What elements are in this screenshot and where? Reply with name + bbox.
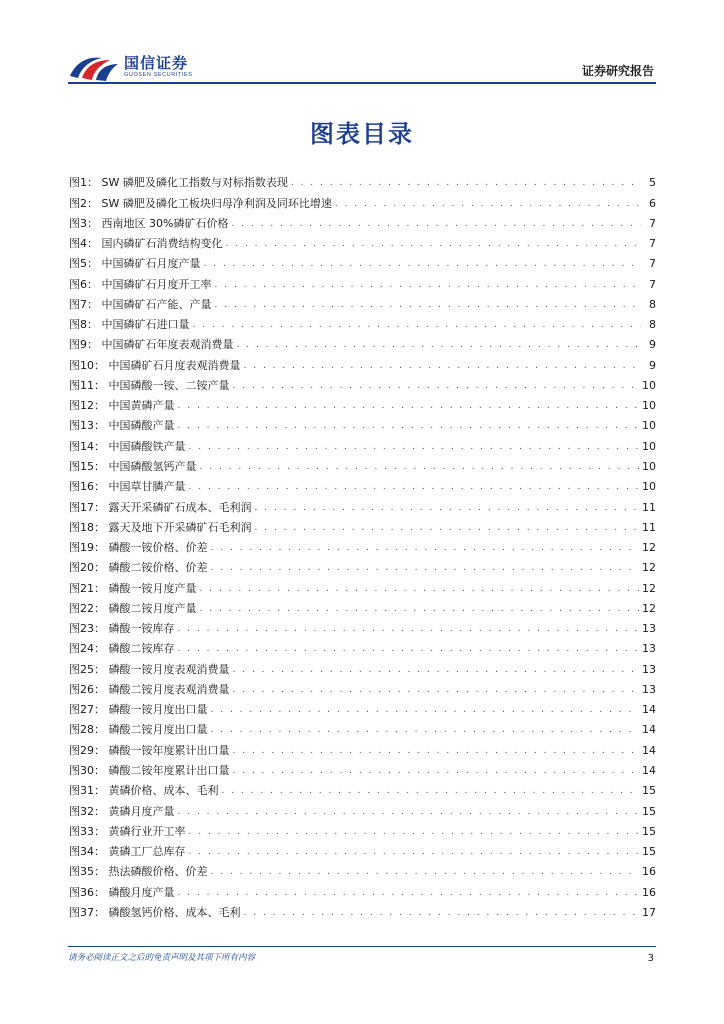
toc-dot-leader [244,906,640,920]
toc-entry[interactable] [69,312,656,332]
toc-dot-leader [178,642,640,656]
toc-dot-leader [233,744,640,758]
toc-entry-label: 图31： 黄磷价格、成本、毛利 [69,784,219,798]
toc-entry-label: 图32： 黄磷月度产量 [69,804,175,818]
toc-dot-leader [211,703,640,717]
toc-entry-label: 图22： 磷酸二铵月度产量 [69,601,197,615]
toc-entry[interactable] [69,596,656,616]
toc-entry[interactable] [69,170,656,190]
toc-dot-leader [189,480,640,494]
toc-entry-page: 15 [642,824,656,838]
toc-entry-label: 图29： 磷酸一铵年度累计出口量 [69,743,230,757]
toc-entry[interactable] [69,393,656,413]
toc-dot-leader [215,298,642,312]
toc-entry-page: 13 [642,622,656,636]
toc-dot-leader [200,602,640,616]
toc-entry-page: 10 [642,378,656,392]
toc-entry[interactable] [69,737,656,757]
toc-entry-page: 15 [642,784,656,798]
toc-entry[interactable] [69,616,656,636]
toc-dot-leader [178,622,640,636]
toc-dot-leader [178,399,640,413]
toc-dot-leader [237,338,642,352]
toc-entry-label: 图6： 中国磷矿石月度开工率 [69,277,212,291]
toc-entry[interactable] [69,717,656,737]
toc-entry-page: 14 [642,723,656,737]
toc-entry-page: 6 [649,196,656,210]
toc-entry[interactable] [69,413,656,433]
toc-entry[interactable] [69,332,656,352]
toc-dot-leader [200,460,640,474]
toc-entry[interactable] [69,697,656,717]
guosen-logo-icon [68,50,120,82]
toc-entry-label: 图13： 中国磷酸产量 [69,419,175,433]
toc-entry-page: 10 [642,439,656,453]
toc-entry[interactable] [69,474,656,494]
toc-entry[interactable] [69,494,656,514]
toc-dot-leader [178,886,640,900]
toc-dot-leader [222,784,640,798]
toc-dot-leader [189,845,640,859]
toc-entry[interactable] [69,373,656,393]
toc-dot-leader [335,197,641,211]
toc-dot-leader [226,237,642,251]
toc-entry-label: 图1： SW 磷肥及磷化工指数与对标指数表现 [69,176,288,190]
toc-entry-label: 图28： 磷酸二铵月度出口量 [69,723,208,737]
toc-entry-page: 14 [642,763,656,777]
toc-dot-leader [193,318,642,332]
toc-entry[interactable] [69,575,656,595]
toc-entry-page: 7 [649,216,656,230]
toc-entry-label: 图7： 中国磷矿石产能、产量 [69,297,212,311]
toc-dot-leader [189,825,640,839]
toc-dot-leader [189,440,640,454]
toc-entry[interactable] [69,636,656,656]
page-number: 3 [647,953,654,964]
toc-dot-leader [233,663,640,677]
toc-entry-label: 图30： 磷酸二铵年度累计出口量 [69,763,230,777]
toc-entry-page: 12 [642,601,656,615]
toc-dot-leader [211,561,640,575]
toc-entry[interactable] [69,819,656,839]
toc-entry-label: 图14： 中国磷酸铁产量 [69,439,186,453]
toc-entry[interactable] [69,251,656,271]
toc-entry-page: 12 [642,541,656,555]
toc-entry[interactable] [69,839,656,859]
report-type-label: 证券研究报告 [581,64,654,78]
toc-entry-label: 图27： 磷酸一铵月度出口量 [69,703,208,717]
toc-entry-page: 9 [649,338,656,352]
toc-dot-leader [200,582,640,596]
toc-entry[interactable] [69,879,656,899]
toc-entry-label: 图18： 露天及地下开采磷矿石毛利润 [69,520,252,534]
toc-entry-label: 图35： 热法磷酸价格、价差 [69,865,208,879]
toc-entry-label: 图15： 中国磷酸氢钙产量 [69,459,197,473]
toc-entry-page: 7 [649,257,656,271]
toc-dot-leader [255,521,640,535]
toc-entry-page: 14 [642,703,656,717]
toc-entry[interactable] [69,535,656,555]
toc-dot-leader [215,278,642,292]
toc-dot-leader [178,419,640,433]
toc-entry-label: 图36： 磷酸月度产量 [69,885,175,899]
toc-dot-leader [233,764,640,778]
toc-dot-leader [233,683,640,697]
toc-entry-label: 图20： 磷酸二铵价格、价差 [69,561,208,575]
toc-entry[interactable] [69,231,656,251]
toc-entry-label: 图9： 中国磷矿石年度表观消费量 [69,338,234,352]
toc-entry[interactable] [69,515,656,535]
toc-entry-page: 10 [642,480,656,494]
toc-entry[interactable] [69,433,656,453]
toc-entry[interactable] [69,211,656,231]
toc-entry[interactable] [69,454,656,474]
toc-entry-label: 图4： 国内磷矿石消费结构变化 [69,237,223,251]
toc-entry-page: 11 [642,500,656,514]
toc-entry-page: 16 [642,885,656,899]
toc-entry-page: 13 [642,682,656,696]
toc-entry-label: 图26： 磷酸二铵月度表观消费量 [69,682,230,696]
toc-dot-leader [204,257,642,271]
toc-dot-leader [211,541,640,555]
toc-entry-page: 15 [642,804,656,818]
toc-dot-leader [233,379,640,393]
toc-entry[interactable] [69,778,656,798]
toc-entry-label: 图3： 西南地区 30%磷矿石价格 [69,216,229,230]
toc-entry[interactable] [69,656,656,676]
toc-entry-page: 8 [649,297,656,311]
toc-entry-label: 图25： 磷酸一铵月度表观消费量 [69,662,230,676]
toc-dot-leader [211,865,640,879]
toc-dot-leader [291,176,641,190]
toc-entry-label: 图11： 中国磷酸一铵、二铵产量 [69,378,230,392]
guosen-logo [68,48,228,84]
toc-entry[interactable] [69,292,656,312]
toc-entry-label: 图24： 磷酸二铵库存 [69,642,175,656]
toc-entry-page: 13 [642,662,656,676]
toc-entry-label: 图2： SW 磷肥及磷化工板块归母净利润及同环比增速 [69,196,332,210]
toc-entry[interactable] [69,352,656,372]
toc-entry[interactable] [69,271,656,291]
toc-entry-label: 图16： 中国草甘膦产量 [69,480,186,494]
toc-entry-page: 9 [649,358,656,372]
toc-entry-page: 10 [642,459,656,473]
toc-entry-page: 11 [642,520,656,534]
toc-dot-leader [244,359,642,373]
toc-entry[interactable] [69,758,656,778]
toc-entry[interactable] [69,190,656,210]
toc-dot-leader [231,217,641,231]
toc-entry-page: 10 [642,399,656,413]
toc-entry-page: 15 [642,845,656,859]
footer-disclaimer: 请务必阅读正文之后的免责声明及其项下所有内容 [68,953,256,963]
toc-entry-label: 图10： 中国磷矿石月度表观消费量 [69,358,241,372]
toc-entry-label: 图21： 磷酸一铵月度产量 [69,581,197,595]
toc-entry-label: 图37： 磷酸氢钙价格、成本、毛利 [69,905,241,919]
toc-entry-page: 7 [649,277,656,291]
page-header [68,48,656,84]
toc-entry-label: 图5： 中国磷矿石月度产量 [69,257,201,271]
toc-entry-page: 14 [642,743,656,757]
toc-title: 图表目录 [310,120,414,148]
toc-entry[interactable] [69,900,656,920]
toc-dot-leader [178,805,640,819]
toc-entry[interactable] [69,798,656,818]
toc-entry-page: 13 [642,642,656,656]
toc-entry-page: 5 [649,176,656,190]
toc-entry-page: 8 [649,318,656,332]
toc-entry-label: 图34： 黄磷工厂总库存 [69,845,186,859]
toc-entry-page: 16 [642,865,656,879]
toc-entry-label: 图23： 磷酸一铵库存 [69,622,175,636]
toc-entry-page: 12 [642,561,656,575]
toc-entry-page: 12 [642,581,656,595]
toc-entry[interactable] [69,677,656,697]
toc-entry-page: 17 [642,905,656,919]
toc-entry[interactable] [69,555,656,575]
toc-list [69,170,656,920]
toc-entry-label: 图33： 黄磷行业开工率 [69,824,186,838]
toc-dot-leader [211,723,640,737]
toc-dot-leader [255,501,640,515]
logo-english-name: GUOSEN SECURITIES [124,72,193,78]
toc-entry-page: 7 [649,237,656,251]
header-divider [68,82,656,84]
toc-entry-label: 图8： 中国磷矿石进口量 [69,318,190,332]
toc-entry[interactable] [69,859,656,879]
toc-entry-page: 10 [642,419,656,433]
toc-entry-label: 图12： 中国黄磷产量 [69,399,175,413]
toc-entry-label: 图17： 露天开采磷矿石成本、毛利润 [69,500,252,514]
logo-chinese-name: 国信证券 [124,54,189,72]
toc-entry-label: 图19： 磷酸一铵价格、价差 [69,541,208,555]
footer-divider [68,946,656,947]
